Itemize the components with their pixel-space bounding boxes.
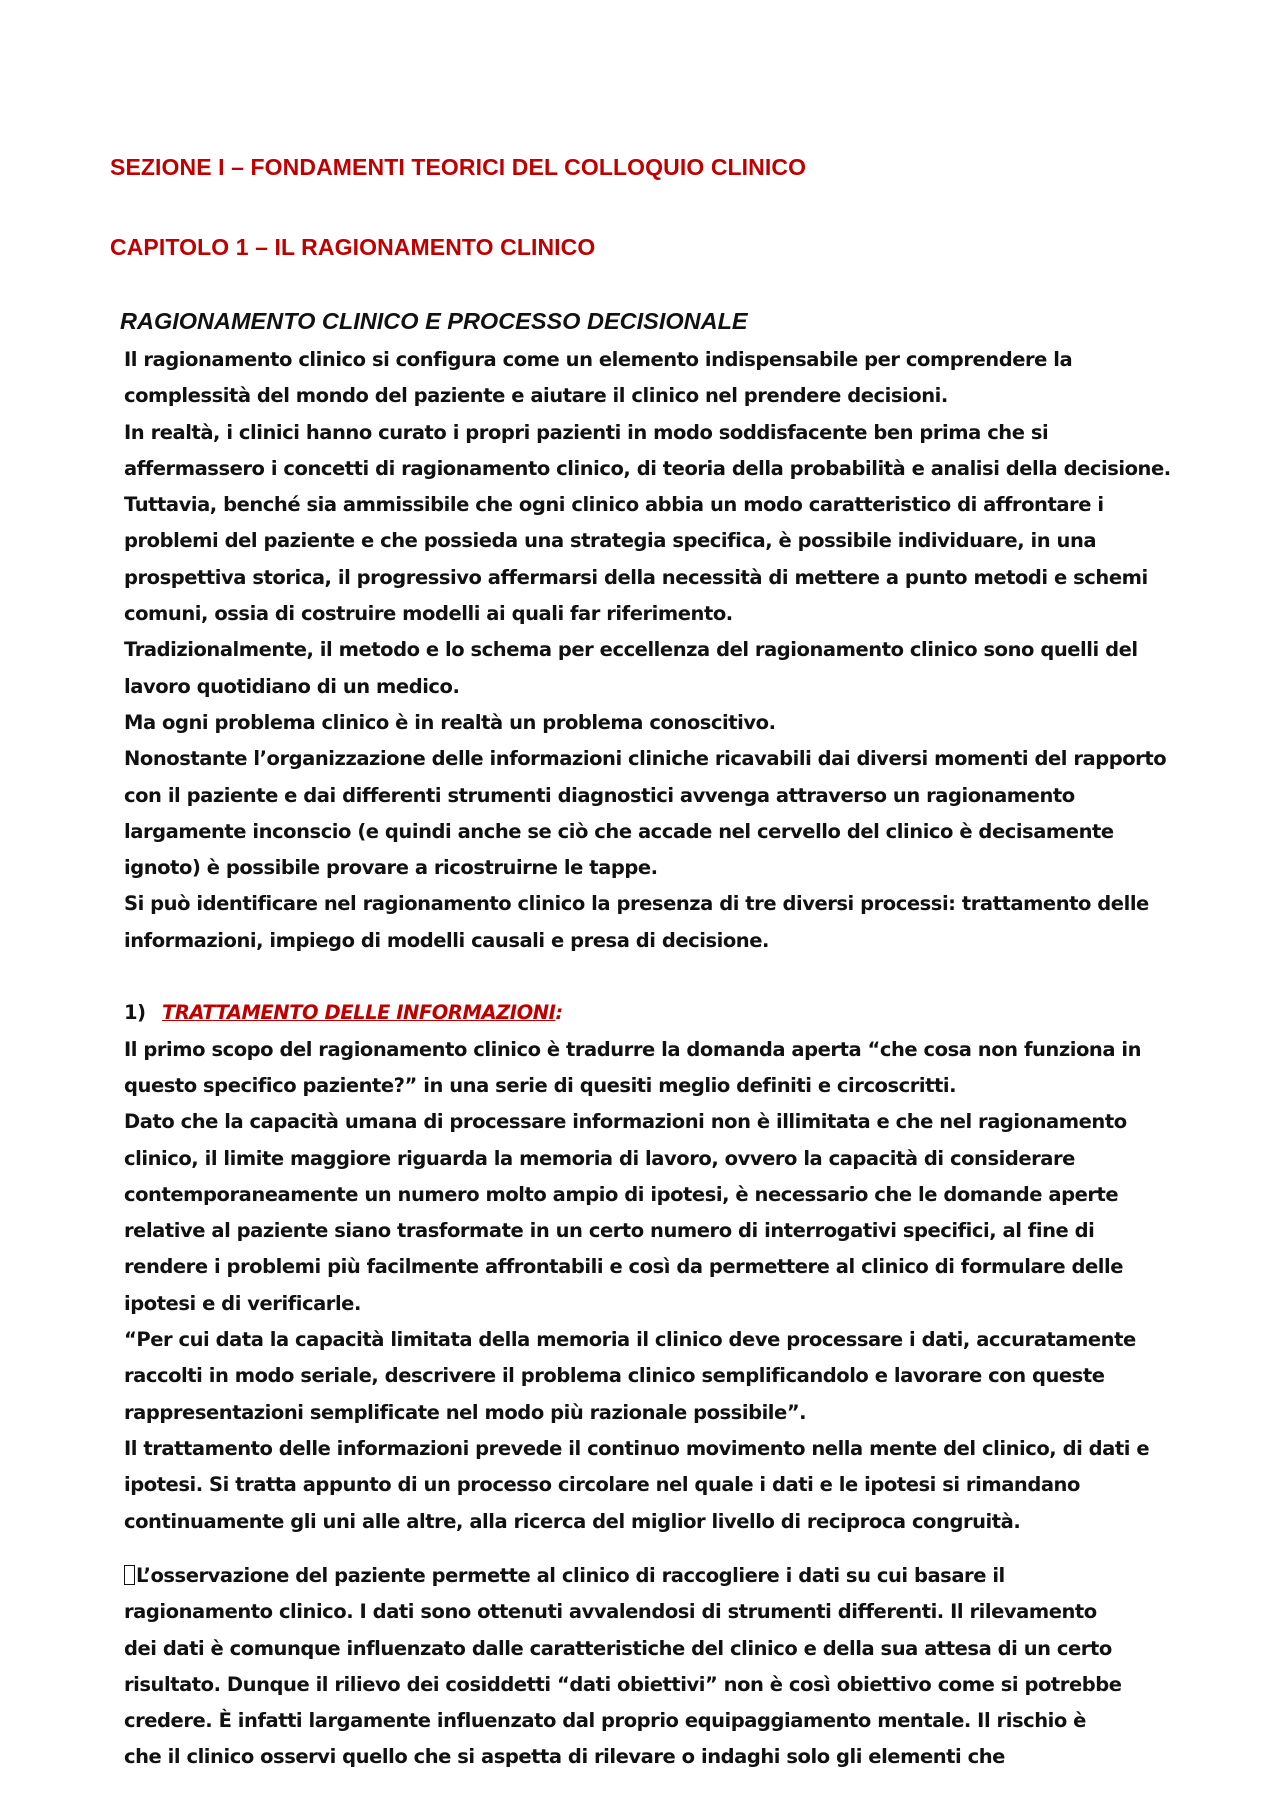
paragraph: Nonostante l’organizzazione delle informazioni cliniche ricavabili dai diversi momenti del rapporto con il paziente e dai differenti strumenti diagnostici avvenga attraverso un ragionamento largamente inconscio (e quindi anche se ciò che accade nel cervello del clinico è decisamente ignoto) è possibile provare a ricostruirne le tappe. xyxy=(124,747,1167,880)
paragraph: Dato che la capacità umana di processare informazioni non è illimitata e che nel ragionamento clinico, il limite maggiore riguarda la memoria di lavoro, ovvero la capacità di considerare contemporaneamente un numero molto ampio di ipotesi, è necessario che le domande aperte relative al paziente siano trasformate in un certo numero di interrogativi specifici, al fine di rendere i problemi più facilmente affrontabili e così da permettere al clinico di formulare delle ipotesi e di verificarle. xyxy=(124,1110,1127,1315)
paragraph: Tradizionalmente, il metodo e lo schema per eccellenza del ragionamento clinico sono quelli del lavoro quotidiano di un medico. xyxy=(124,638,1138,698)
paragraph: Il trattamento delle informazioni prevede il continuo movimento nella mente del clinico, di dati e ipotesi. Si tratta appunto di un processo circolare nel quale i dati e le ipotesi si rimandano continuamente gli uni alle altre, alla ricerca del miglior livello di reciproca congruità. xyxy=(124,1436,1150,1533)
paragraph: Ma ogni problema clinico è in realtà un problema conoscitivo. xyxy=(124,710,776,734)
list-heading xyxy=(124,995,1184,1031)
list-colon: : xyxy=(555,1001,563,1025)
body-text-observation xyxy=(124,1558,1124,1776)
list-title: TRATTAMENTO DELLE INFORMAZIONI xyxy=(162,1001,556,1025)
paragraph: “Per cui data la capacità limitata della memoria il clinico deve processare i dati, accuratamente raccolti in modo seriale, descrivere il problema clinico semplificandolo e lavorare con queste rappresentazioni semplificate nel modo più razionale possibile”. xyxy=(124,1328,1136,1424)
section-title: SEZIONE I – FONDAMENTI TEORICI DEL COLLOQUIO CLINICO xyxy=(110,154,807,180)
body-text-main xyxy=(124,342,1184,1540)
subtitle: RAGIONAMENTO CLINICO E PROCESSO DECISIONALE xyxy=(120,308,748,334)
blank-line xyxy=(124,959,1184,995)
list-number: 1) xyxy=(124,1001,146,1025)
paragraph: Il ragionamento clinico si configura come un elemento indispensabile per comprendere la complessità del mondo del paziente e aiutare il clinico nel prendere decisioni. xyxy=(124,348,1073,408)
paragraph: In realtà, i clinici hanno curato i propri pazienti in modo soddisfacente ben prima che si affermassero i concetti di ragionamento clinico, di teoria della probabilità e analisi della decisione. Tuttavia, benché sia ammissibile che ogni clinico abbia un modo caratteristico di affrontare i problemi del paziente e che possieda una strategia specifica, è possibile individuare, in una prospettiva storica, il progressivo affermarsi della necessità di mettere a punto metodi e schemi comuni, ossia di costruire modelli ai quali far riferimento. xyxy=(124,420,1171,626)
chapter-title: CAPITOLO 1 – IL RAGIONAMENTO CLINICO xyxy=(110,234,596,260)
observation-paragraph xyxy=(124,1558,1124,1776)
missing-glyph-icon xyxy=(124,1565,135,1585)
paragraph: Si può identificare nel ragionamento clinico la presenza di tre diversi processi: trattamento delle informazioni, impiego di modelli causali e presa di decisione. xyxy=(124,892,1149,952)
paragraph: Il primo scopo del ragionamento clinico è tradurre la domanda aperta “che cosa non funziona in questo specifico paziente?” in una serie di quesiti meglio definiti e circoscritti. xyxy=(124,1037,1142,1097)
observation-text: L’osservazione del paziente permette al clinico di raccogliere i dati su cui basare il ragionamento clinico. I dati sono ottenuti avvalendosi di strumenti differenti. Il rilevamento dei dati è comunque influenzato dalle caratteristiche del clinico e della sua attesa di un certo risultato. Dunque il rilievo dei cosiddetti “dati obiettivi” non è così obiettivo come si potrebbe credere. È infatti largamente influenzato dal proprio equipaggiamento mentale. Il rischio è che il clinico osservi quello che si aspetta di rilevare o indaghi solo gli elementi che xyxy=(124,1564,1122,1769)
